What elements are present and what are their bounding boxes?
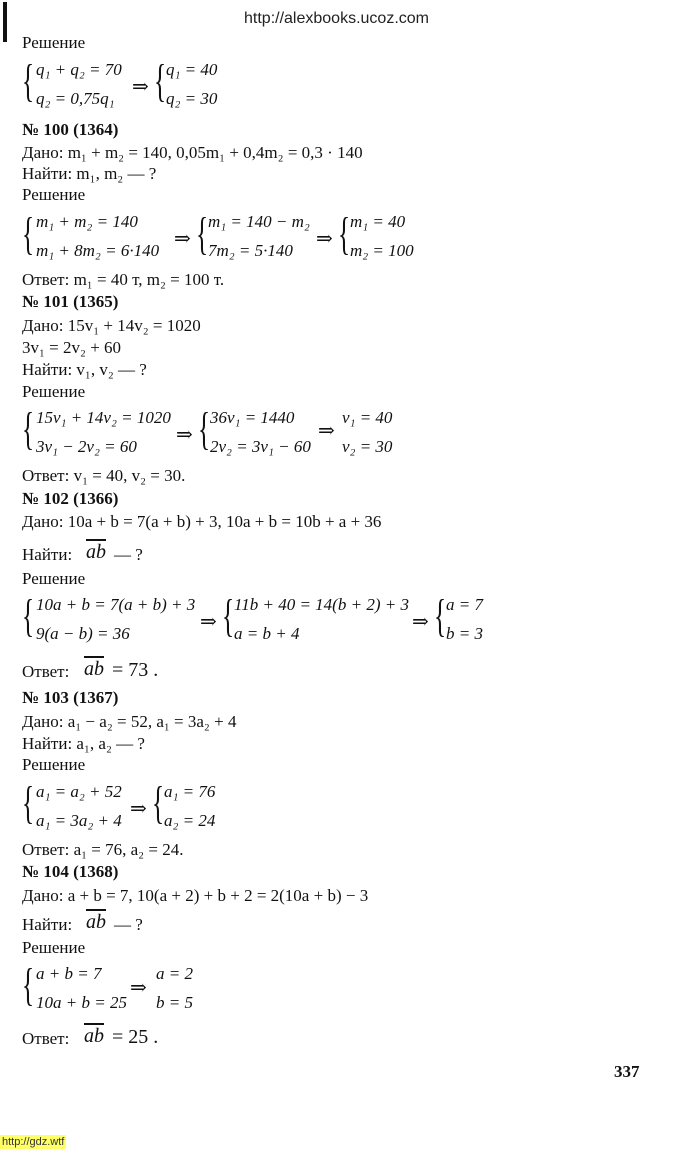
problem-title: № 101 (1365) <box>22 292 119 311</box>
system-brace: { <box>154 55 167 106</box>
equation: a = b + 4 <box>234 624 300 643</box>
problem-title: № 102 (1366) <box>22 489 119 508</box>
implies-arrow: ⇒ <box>176 424 193 446</box>
find-tail: — ? <box>114 545 143 564</box>
find-label: Найти: <box>22 915 73 934</box>
problem-title: № 100 (1364) <box>22 120 119 139</box>
page-number: 337 <box>614 1062 640 1081</box>
solution-label: Решение <box>22 185 86 204</box>
scan-mark <box>3 2 7 42</box>
answer-value: = 73 . <box>112 659 159 681</box>
answer-variable: $\overline{ab}$ <box>84 658 104 680</box>
equation: q₁ + q₂ = 70 <box>36 60 122 79</box>
answer: Ответ: a₁ = 76, a₂ = 24. <box>22 840 184 859</box>
problem-title: № 103 (1367) <box>22 688 119 707</box>
equation: 11b + 40 = 14(b + 2) + 3 <box>234 595 409 614</box>
footer-link[interactable]: http://gdz.wtf <box>2 1136 65 1148</box>
implies-arrow: ⇒ <box>130 798 147 820</box>
system-brace: { <box>22 208 35 259</box>
system-brace: { <box>338 208 351 259</box>
equation: 15v₁ + 14v₂ = 1020 <box>36 408 171 427</box>
given: Дано: 10a + b = 7(a + b) + 3, 10a + b = 10b + a + 36 <box>22 512 382 531</box>
equation: 10a + b = 7(a + b) + 3 <box>36 595 196 614</box>
equation: b = 3 <box>446 624 483 643</box>
system-brace: { <box>22 959 35 1010</box>
find-tail: — ? <box>114 915 143 934</box>
equation: a = 2 <box>156 964 193 983</box>
equation: a₁ = 3a₂ + 4 <box>36 811 122 830</box>
answer-variable: $\overline{ab}$ <box>84 1025 104 1047</box>
solution-label: Решение <box>22 938 86 957</box>
find-label: Найти: <box>22 545 73 564</box>
find-variable: $\overline{ab}$ <box>86 911 106 933</box>
implies-arrow: ⇒ <box>412 611 429 633</box>
solution-label: Решение <box>22 382 86 401</box>
equation: m₁ = 40 <box>350 212 406 231</box>
system-brace: { <box>434 590 447 641</box>
solution-label: Решение <box>22 33 86 52</box>
system-brace: { <box>22 55 35 106</box>
system-brace: { <box>22 777 35 828</box>
equation: m₁ + 8m₂ = 6·140 <box>36 241 160 260</box>
implies-arrow: ⇒ <box>130 977 147 999</box>
system-brace: { <box>222 590 235 641</box>
equation: 10a + b = 25 <box>36 993 127 1012</box>
equation: 9(a − b) = 36 <box>36 624 130 643</box>
find-variable: $\overline{ab}$ <box>86 541 106 563</box>
given: Дано: a₁ − a₂ = 52, a₁ = 3a₂ + 4 <box>22 712 237 731</box>
equation: m₁ = 140 − m₂ <box>208 212 310 231</box>
given: Дано: m₁ + m₂ = 140, 0,05m₁ + 0,4m₂ = 0,3 · 140 <box>22 143 363 162</box>
given: 3v₁ = 2v₂ + 60 <box>22 338 122 357</box>
solution-label: Решение <box>22 755 86 774</box>
header-url: http://alexbooks.ucoz.com <box>244 10 429 27</box>
equation: v₂ = 30 <box>342 437 393 456</box>
equation: q₂ = 30 <box>166 89 218 108</box>
answer: Ответ: v₁ = 40, v₂ = 30. <box>22 466 186 485</box>
system-brace: { <box>196 208 209 259</box>
equation: a₂ = 24 <box>164 811 216 830</box>
implies-arrow: ⇒ <box>132 76 149 98</box>
find: Найти: a₁, a₂ — ? <box>22 734 145 753</box>
answer-label: Ответ: <box>22 662 70 681</box>
answer: Ответ: m₁ = 40 т, m₂ = 100 т. <box>22 270 225 289</box>
system-brace: { <box>152 777 165 828</box>
given: Дано: 15v₁ + 14v₂ = 1020 <box>22 316 201 335</box>
equation: 7m₂ = 5·140 <box>208 241 293 260</box>
equation: 3v₁ − 2v₂ = 60 <box>36 437 137 456</box>
equation: 2v₂ = 3v₁ − 60 <box>210 437 311 456</box>
equation: b = 5 <box>156 993 193 1012</box>
implies-arrow: ⇒ <box>200 611 217 633</box>
equation: v₁ = 40 <box>342 408 393 427</box>
equation: m₂ = 100 <box>350 241 414 260</box>
find: Найти: m₁, m₂ — ? <box>22 164 157 183</box>
system-brace: { <box>22 403 35 454</box>
equation: a₁ = 76 <box>164 782 216 801</box>
solution-label: Решение <box>22 569 86 588</box>
equation: a₁ = a₂ + 52 <box>36 782 122 801</box>
equation: q₂ = 0,75q₁ <box>36 89 115 108</box>
problem-title: № 104 (1368) <box>22 862 119 881</box>
equation: q₁ = 40 <box>166 60 218 79</box>
equation: m₁ + m₂ = 140 <box>36 212 138 231</box>
equation: a = 7 <box>446 595 483 614</box>
system-brace: { <box>198 403 211 454</box>
find: Найти: v₁, v₂ — ? <box>22 360 147 379</box>
implies-arrow: ⇒ <box>318 420 335 442</box>
implies-arrow: ⇒ <box>174 228 191 250</box>
implies-arrow: ⇒ <box>316 228 333 250</box>
equation: 36v₁ = 1440 <box>210 408 295 427</box>
answer-label: Ответ: <box>22 1029 70 1048</box>
answer-value: = 25 . <box>112 1026 159 1048</box>
equation: a + b = 7 <box>36 964 102 983</box>
given: Дано: a + b = 7, 10(a + 2) + b + 2 = 2(10a + b) − 3 <box>22 886 369 905</box>
system-brace: { <box>22 590 35 641</box>
